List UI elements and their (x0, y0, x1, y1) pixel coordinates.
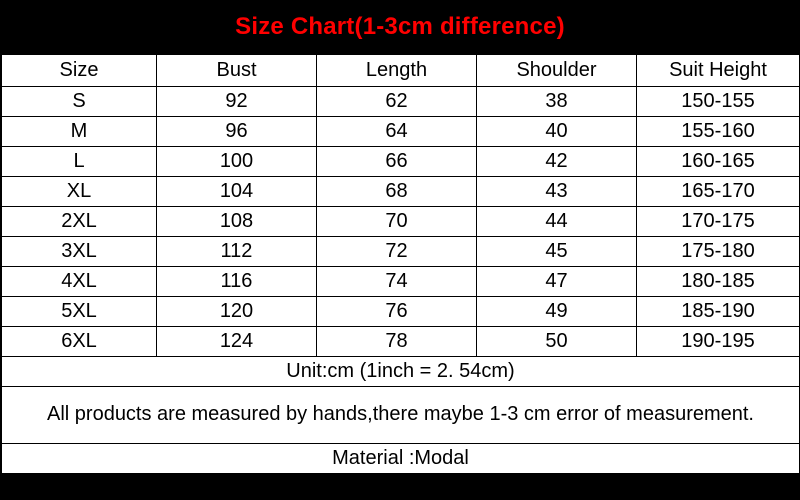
column-header: Length (317, 55, 477, 87)
cell-bust: 124 (157, 327, 317, 357)
cell-size: 5XL (2, 297, 157, 327)
column-header: Bust (157, 55, 317, 87)
cell-suit-height: 190-195 (637, 327, 800, 357)
cell-size: S (2, 87, 157, 117)
cell-bust: 100 (157, 147, 317, 177)
cell-length: 64 (317, 117, 477, 147)
cell-size: L (2, 147, 157, 177)
table-row (2, 117, 800, 147)
cell-size: 2XL (2, 207, 157, 237)
cell-size: M (2, 117, 157, 147)
cell-shoulder: 47 (477, 267, 637, 297)
table-row (2, 207, 800, 237)
cell-suit-height: 155-160 (637, 117, 800, 147)
cell-bust: 104 (157, 177, 317, 207)
cell-shoulder: 42 (477, 147, 637, 177)
table-row (2, 147, 800, 177)
table-row (2, 297, 800, 327)
cell-suit-height: 170-175 (637, 207, 800, 237)
cell-length: 76 (317, 297, 477, 327)
cell-shoulder: 43 (477, 177, 637, 207)
column-header: Suit Height (637, 55, 800, 87)
cell-shoulder: 45 (477, 237, 637, 267)
cell-suit-height: 165-170 (637, 177, 800, 207)
cell-shoulder: 44 (477, 207, 637, 237)
measurement-note: All products are measured by hands,there maybe 1-3 cm error of measurement. (2, 387, 800, 444)
cell-shoulder: 40 (477, 117, 637, 147)
table-row (2, 267, 800, 297)
title-bar (0, 0, 800, 54)
cell-bust: 108 (157, 207, 317, 237)
cell-length: 72 (317, 237, 477, 267)
unit-note-row (2, 357, 800, 387)
cell-size: XL (2, 177, 157, 207)
table-row (2, 237, 800, 267)
cell-length: 78 (317, 327, 477, 357)
cell-shoulder: 50 (477, 327, 637, 357)
cell-suit-height: 175-180 (637, 237, 800, 267)
table-header-row (2, 55, 800, 87)
cell-suit-height: 160-165 (637, 147, 800, 177)
cell-suit-height: 180-185 (637, 267, 800, 297)
cell-length: 74 (317, 267, 477, 297)
cell-bust: 120 (157, 297, 317, 327)
column-header: Size (2, 55, 157, 87)
material-note: Material :Modal (2, 444, 800, 474)
cell-length: 62 (317, 87, 477, 117)
cell-suit-height: 185-190 (637, 297, 800, 327)
cell-shoulder: 38 (477, 87, 637, 117)
cell-suit-height: 150-155 (637, 87, 800, 117)
column-header: Shoulder (477, 55, 637, 87)
cell-size: 3XL (2, 237, 157, 267)
measurement-note-row (2, 387, 800, 444)
cell-shoulder: 49 (477, 297, 637, 327)
cell-length: 70 (317, 207, 477, 237)
page-title: Size Chart(1-3cm difference) (235, 13, 565, 40)
table-row (2, 327, 800, 357)
cell-size: 6XL (2, 327, 157, 357)
cell-size: 4XL (2, 267, 157, 297)
unit-note: Unit:cm (1inch = 2. 54cm) (2, 357, 800, 387)
size-chart-table (1, 54, 800, 474)
table-row (2, 87, 800, 117)
table-row (2, 177, 800, 207)
cell-length: 66 (317, 147, 477, 177)
cell-bust: 92 (157, 87, 317, 117)
cell-bust: 116 (157, 267, 317, 297)
cell-length: 68 (317, 177, 477, 207)
material-note-row (2, 444, 800, 474)
cell-bust: 96 (157, 117, 317, 147)
cell-bust: 112 (157, 237, 317, 267)
